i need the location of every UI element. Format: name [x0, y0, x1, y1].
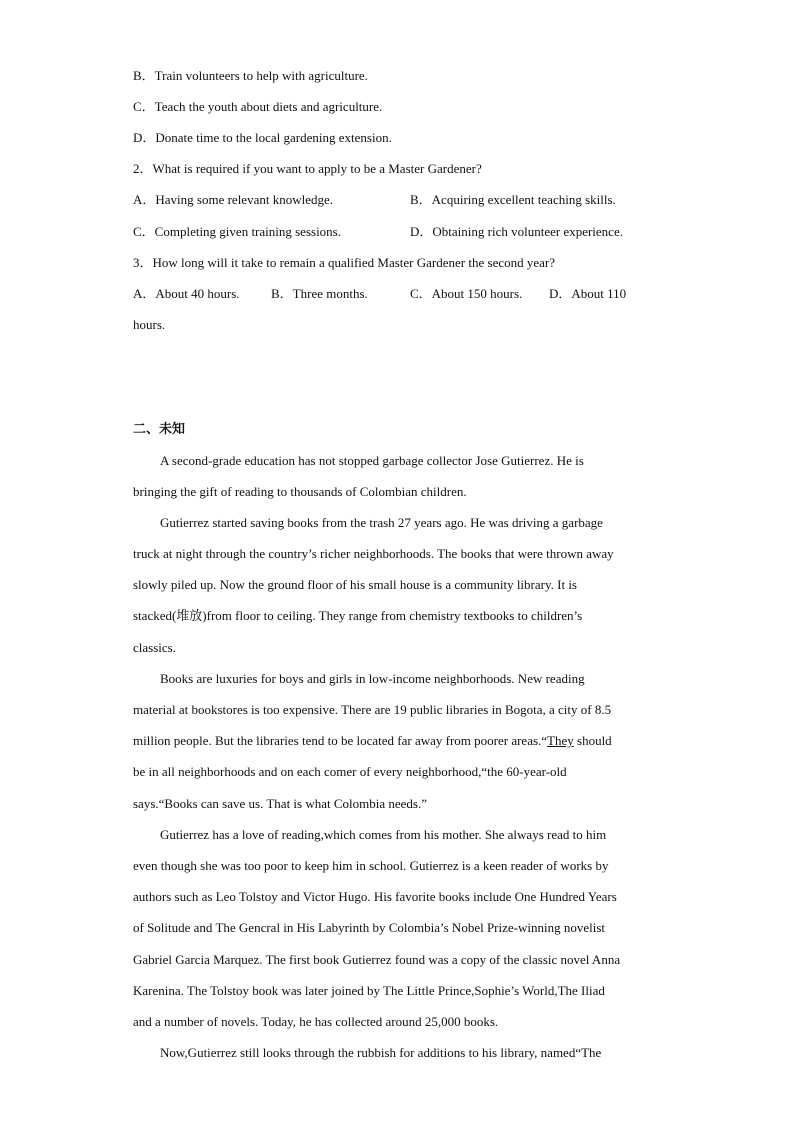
- section-heading: 二、未知: [133, 422, 186, 437]
- passage-line: Now,Gutierrez still looks through the rubbish for additions to his library, named“The: [160, 1045, 602, 1060]
- passage-line: classics.: [133, 640, 176, 655]
- passage-line: of Solitude and The Gencral in His Labyrinth by Colombia’s Nobel Prize-winning novelist: [133, 920, 606, 935]
- q3-stem: 3．How long will it take to remain a qualified Master Gardener the second year?: [133, 255, 555, 270]
- passage-line: truck at night through the country’s richer neighborhoods. The books that were thrown away: [133, 546, 614, 561]
- passage-line: [133, 733, 612, 749]
- passage-line: Gutierrez has a love of reading,which comes from his mother. She always read to him: [160, 827, 607, 842]
- q3-option-a: A．About 40 hours.: [133, 286, 240, 301]
- q3-option-d: D．About 110: [549, 286, 627, 301]
- q1-option-d: D．Donate time to the local gardening extension.: [133, 130, 392, 145]
- passage-line: Karenina. The Tolstoy book was later joined by The Little Prince,Sophie’s World,The Iliad: [133, 983, 605, 998]
- passage-line: be in all neighborhoods and on each comer of every neighborhood,“the 60-year-old: [133, 764, 567, 779]
- passage-line: even though she was too poor to keep him in school. Gutierrez is a keen reader of works by: [133, 858, 609, 873]
- passage-line: Gabriel Garcia Marquez. The first book Gutierrez found was a copy of the classic novel Anna: [133, 952, 621, 967]
- q2-option-a: A．Having some relevant knowledge.: [133, 192, 334, 207]
- passage-line: Books are luxuries for boys and girls in low-income neighborhoods. New reading: [160, 671, 585, 686]
- q2-option-b: B．Acquiring excellent teaching skills.: [410, 192, 616, 207]
- passage-line: material at bookstores is too expensive. There are 19 public libraries in Bogota, a city of 8.5: [133, 702, 612, 717]
- passage-line: slowly piled up. Now the ground floor of his small house is a community library. It is: [133, 577, 577, 592]
- q2-stem: 2．What is required if you want to apply to be a Master Gardener?: [133, 161, 482, 176]
- q3-option-d-continued: hours.: [133, 317, 166, 332]
- passage-line: authors such as Leo Tolstoy and Victor Hugo. His favorite books include One Hundred Years: [133, 889, 617, 904]
- passage-line: A second-grade education has not stopped garbage collector Jose Gutierrez. He is: [160, 453, 584, 468]
- passage-text: million people. But the libraries tend to be located far away from poorer areas.“: [133, 733, 548, 748]
- passage-line: stacked(堆放)from floor to ceiling. They range from chemistry textbooks to children’s: [133, 608, 583, 623]
- passage-line: says.“Books can save us. That is what Colombia needs.”: [133, 796, 428, 811]
- q3-option-c: C．About 150 hours.: [410, 286, 523, 301]
- q2-option-d: D．Obtaining rich volunteer experience.: [410, 224, 623, 239]
- q1-option-b: B．Train volunteers to help with agriculture.: [133, 68, 368, 83]
- passage-line: bringing the gift of reading to thousands of Colombian children.: [133, 484, 467, 499]
- passage-text: should: [573, 733, 612, 748]
- underlined-word-they: They: [547, 733, 574, 748]
- q3-option-b: B．Three months.: [271, 286, 368, 301]
- q1-option-c: C．Teach the youth about diets and agriculture.: [133, 99, 383, 114]
- q2-option-c: C．Completing given training sessions.: [133, 224, 341, 239]
- passage-line: Gutierrez started saving books from the trash 27 years ago. He was driving a garbage: [160, 515, 603, 530]
- passage-line: and a number of novels. Today, he has collected around 25,000 books.: [133, 1014, 499, 1029]
